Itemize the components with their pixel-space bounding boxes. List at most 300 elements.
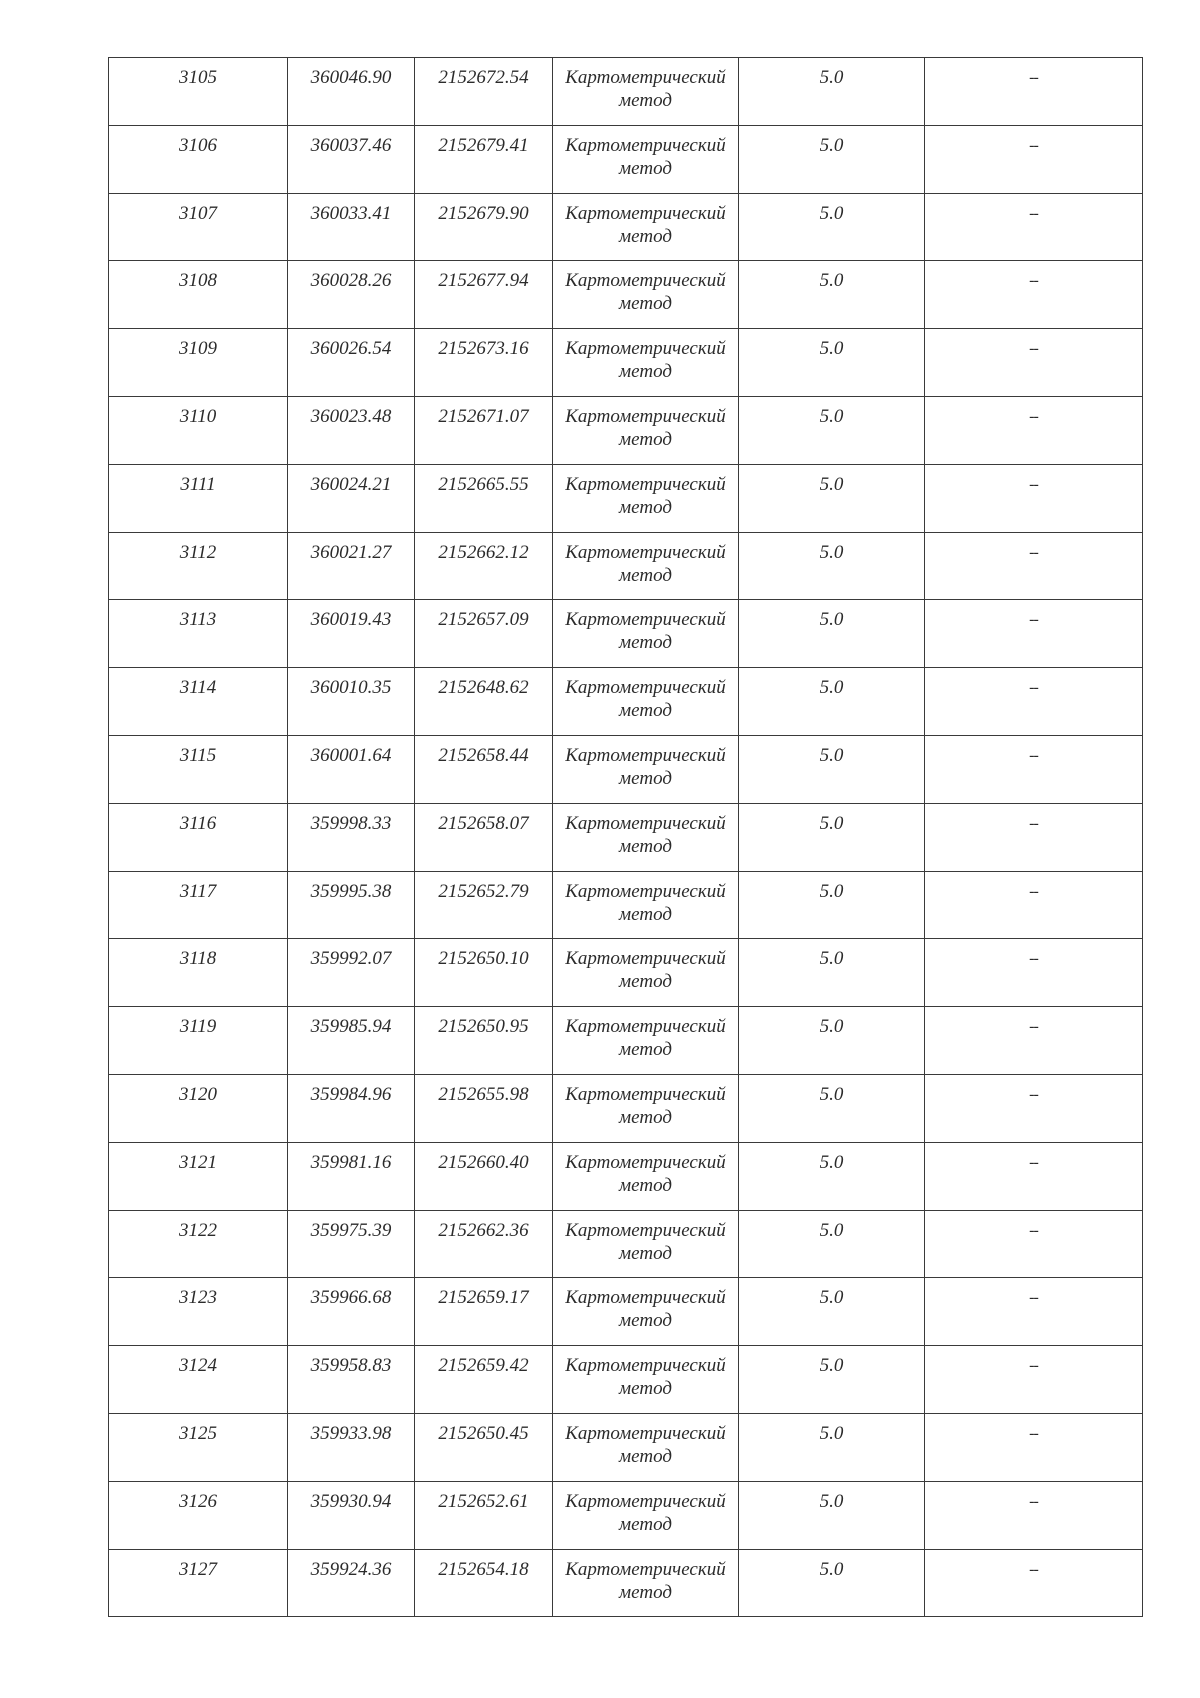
coordinate-y: 2152657.09: [438, 609, 529, 631]
precision-value-cell: [739, 329, 925, 397]
description-value: --: [1029, 69, 1038, 86]
method-line-2: метод: [619, 293, 672, 315]
point-number-cell: [109, 803, 288, 871]
coordinate-x: 359981.16: [310, 1151, 392, 1173]
description-value-cell: [925, 1278, 1143, 1346]
method-line-2: метод: [619, 1039, 672, 1061]
description-value: --: [1029, 1492, 1038, 1510]
precision-value: 5.0: [819, 202, 844, 224]
description-value-cell: [925, 600, 1143, 668]
coordinate-x-cell: [288, 1074, 415, 1142]
precision-value-cell: [739, 58, 925, 126]
coordinate-y: 2152665.55: [438, 473, 529, 495]
method-line-2: метод: [619, 767, 672, 789]
method-cell: [553, 58, 739, 126]
method-cell: [553, 803, 739, 871]
table-row: [109, 261, 1143, 329]
coordinate-x: 359933.98: [310, 1422, 392, 1444]
precision-value: 5.0: [819, 1083, 844, 1105]
method-line-2: метод: [619, 428, 672, 450]
method-line-1: Картометрический: [565, 1151, 726, 1173]
method-cell: [553, 871, 739, 939]
method-cell: [553, 1278, 739, 1346]
description-value: --: [1029, 1221, 1038, 1239]
method-line-1: Картометрический: [565, 338, 726, 360]
point-number: 3124: [179, 1355, 217, 1377]
method-text: [553, 329, 738, 383]
coordinate-x: 360010.35: [310, 677, 392, 699]
description-value: --: [1029, 136, 1038, 154]
point-number-cell: [109, 939, 288, 1007]
precision-value: 5.0: [819, 67, 844, 88]
description-value-cell: [925, 871, 1143, 939]
precision-value-cell: [739, 803, 925, 871]
method-line-1: Картометрический: [565, 270, 726, 292]
coordinate-x: 360021.27: [310, 541, 392, 563]
point-number-cell: [109, 464, 288, 532]
description-value-cell: [925, 939, 1143, 1007]
table-row: [109, 396, 1143, 464]
coordinate-y-cell: [415, 1481, 553, 1549]
coordinate-x: 360023.48: [310, 405, 392, 427]
coordinate-y: 2152662.36: [438, 1219, 529, 1241]
coordinate-y-cell: [415, 1210, 553, 1278]
method-text: [553, 1346, 738, 1400]
point-number: 3120: [179, 1083, 217, 1105]
precision-value: 5.0: [819, 948, 844, 970]
coordinate-x-cell: [288, 193, 415, 261]
precision-value: 5.0: [819, 338, 844, 360]
precision-value-cell: [739, 871, 925, 939]
precision-value-cell: [739, 600, 925, 668]
coordinate-y-cell: [415, 1278, 553, 1346]
method-text: [553, 58, 738, 112]
description-value-cell: [925, 193, 1143, 261]
description-value-cell: [925, 1210, 1143, 1278]
coordinate-x: 360026.54: [310, 338, 392, 360]
coordinate-y-cell: [415, 803, 553, 871]
method-text: [553, 397, 738, 451]
description-value-cell: [925, 1074, 1143, 1142]
precision-value: 5.0: [819, 677, 844, 699]
point-number: 3113: [179, 609, 217, 631]
description-value-cell: [925, 58, 1143, 126]
point-number-cell: [109, 600, 288, 668]
method-text: [553, 804, 738, 858]
point-number-cell: [109, 261, 288, 329]
coordinate-x-cell: [288, 939, 415, 1007]
table-row: [109, 1413, 1143, 1481]
coordinate-y: 2152659.17: [438, 1287, 529, 1309]
coordinate-y-cell: [415, 1074, 553, 1142]
coordinate-x: 360024.21: [310, 473, 392, 495]
point-number: 3125: [179, 1422, 217, 1444]
description-value-cell: [925, 1007, 1143, 1075]
precision-value-cell: [739, 1210, 925, 1278]
method-line-1: Картометрический: [565, 880, 726, 902]
method-cell: [553, 1074, 739, 1142]
coordinate-x-cell: [288, 396, 415, 464]
coordinate-x: 359998.33: [310, 812, 392, 834]
precision-value-cell: [739, 193, 925, 261]
coordinate-y-cell: [415, 1413, 553, 1481]
method-cell: [553, 193, 739, 261]
table-row: [109, 735, 1143, 803]
coordinate-x: 359958.83: [310, 1355, 392, 1377]
coordinate-x: 360037.46: [310, 134, 392, 156]
coordinate-y: 2152655.98: [438, 1083, 529, 1105]
point-number: 3118: [179, 948, 217, 970]
precision-value: 5.0: [819, 405, 844, 427]
coordinate-x: 360028.26: [310, 270, 392, 292]
point-number-cell: [109, 1007, 288, 1075]
table-row: [109, 532, 1143, 600]
description-value: --: [1029, 882, 1038, 900]
method-text: [553, 1075, 738, 1129]
method-line-2: метод: [619, 361, 672, 383]
table-row: [109, 803, 1143, 871]
coordinate-x: 359930.94: [310, 1490, 392, 1512]
precision-value-cell: [739, 532, 925, 600]
table-row: [109, 58, 1143, 126]
method-cell: [553, 939, 739, 1007]
coordinate-x-cell: [288, 464, 415, 532]
coordinate-y: 2152659.42: [438, 1355, 529, 1377]
coordinate-x: 360046.90: [310, 67, 392, 88]
coordinate-y-cell: [415, 396, 553, 464]
method-line-1: Картометрический: [565, 134, 726, 156]
method-line-1: Картометрический: [565, 405, 726, 427]
coordinate-x: 359985.94: [310, 1016, 392, 1038]
point-number: 3106: [179, 134, 217, 156]
point-number-cell: [109, 1346, 288, 1414]
point-number: 3122: [179, 1219, 217, 1241]
point-number-cell: [109, 1481, 288, 1549]
precision-value: 5.0: [819, 134, 844, 156]
description-value-cell: [925, 1549, 1143, 1617]
method-cell: [553, 329, 739, 397]
coordinate-x: 360001.64: [310, 744, 392, 766]
point-number: 3115: [179, 744, 217, 766]
precision-value: 5.0: [819, 473, 844, 495]
method-line-1: Картометрический: [565, 1558, 726, 1580]
precision-value-cell: [739, 1481, 925, 1549]
point-number-cell: [109, 58, 288, 126]
point-number: 3108: [179, 270, 217, 292]
precision-value-cell: [739, 939, 925, 1007]
point-number: 3107: [179, 202, 217, 224]
method-text: [553, 668, 738, 722]
point-number: 3121: [179, 1151, 217, 1173]
point-number: 3127: [179, 1558, 217, 1580]
table-row: [109, 1549, 1143, 1617]
coordinate-x-cell: [288, 735, 415, 803]
precision-value-cell: [739, 1007, 925, 1075]
description-value-cell: [925, 735, 1143, 803]
point-number: 3126: [179, 1490, 217, 1512]
method-line-1: Картометрический: [565, 609, 726, 631]
point-number-cell: [109, 193, 288, 261]
method-cell: [553, 1346, 739, 1414]
description-value-cell: [925, 803, 1143, 871]
precision-value-cell: [739, 1413, 925, 1481]
method-line-1: Картометрический: [565, 1083, 726, 1105]
coordinate-y: 2152652.79: [438, 880, 529, 902]
table-row: [109, 1346, 1143, 1414]
precision-value-cell: [739, 1346, 925, 1414]
description-value-cell: [925, 464, 1143, 532]
coordinate-x-cell: [288, 1007, 415, 1075]
description-value: --: [1029, 1018, 1038, 1036]
coordinate-x: 360033.41: [310, 202, 392, 224]
description-value: --: [1029, 746, 1038, 764]
precision-value-cell: [739, 1549, 925, 1617]
point-number: 3112: [179, 541, 217, 563]
coordinate-y-cell: [415, 600, 553, 668]
precision-value-cell: [739, 1074, 925, 1142]
coordinate-y: 2152658.44: [438, 744, 529, 766]
precision-value-cell: [739, 1142, 925, 1210]
precision-value-cell: [739, 261, 925, 329]
method-line-2: метод: [619, 1581, 672, 1603]
precision-value-cell: [739, 396, 925, 464]
precision-value: 5.0: [819, 812, 844, 834]
coordinate-x-cell: [288, 1549, 415, 1617]
precision-value-cell: [739, 735, 925, 803]
coordinate-y: 2152648.62: [438, 677, 529, 699]
table-row: [109, 1481, 1143, 1549]
coordinate-x: 359995.38: [310, 880, 392, 902]
description-value-cell: [925, 261, 1143, 329]
description-value-cell: [925, 1413, 1143, 1481]
point-number: 3119: [179, 1016, 217, 1038]
method-cell: [553, 1210, 739, 1278]
precision-value: 5.0: [819, 744, 844, 766]
method-cell: [553, 396, 739, 464]
method-line-2: метод: [619, 1378, 672, 1400]
coordinate-x-cell: [288, 1413, 415, 1481]
coordinate-y: 2152658.07: [438, 812, 529, 834]
coordinate-x-cell: [288, 1346, 415, 1414]
method-line-1: Картометрический: [565, 473, 726, 495]
precision-value: 5.0: [819, 1219, 844, 1241]
precision-value: 5.0: [819, 880, 844, 902]
coordinate-x-cell: [288, 668, 415, 736]
point-number-cell: [109, 735, 288, 803]
coordinate-y-cell: [415, 871, 553, 939]
description-value: --: [1029, 1424, 1038, 1442]
method-text: [553, 1278, 738, 1332]
method-text: [553, 533, 738, 587]
coordinate-x-cell: [288, 803, 415, 871]
method-text: [553, 1550, 738, 1604]
point-number-cell: [109, 125, 288, 193]
coordinates-table-body: [109, 58, 1143, 1617]
precision-value: 5.0: [819, 1287, 844, 1309]
method-line-1: Картометрический: [565, 1355, 726, 1377]
coordinate-y-cell: [415, 329, 553, 397]
coordinate-y: 2152650.95: [438, 1016, 529, 1038]
method-line-2: метод: [619, 1445, 672, 1467]
table-row: [109, 871, 1143, 939]
coordinate-y-cell: [415, 193, 553, 261]
coordinate-y: 2152650.10: [438, 948, 529, 970]
method-text: [553, 261, 738, 315]
description-value-cell: [925, 668, 1143, 736]
coordinate-x: 359966.68: [310, 1287, 392, 1309]
method-text: [553, 939, 738, 993]
description-value: --: [1029, 679, 1038, 697]
precision-value: 5.0: [819, 1355, 844, 1377]
coordinate-x-cell: [288, 125, 415, 193]
description-value: --: [1029, 814, 1038, 832]
method-text: [553, 600, 738, 654]
precision-value-cell: [739, 668, 925, 736]
coordinate-y-cell: [415, 261, 553, 329]
coordinate-x-cell: [288, 1481, 415, 1549]
precision-value: 5.0: [819, 541, 844, 563]
table-row: [109, 939, 1143, 1007]
coordinate-x-cell: [288, 1142, 415, 1210]
method-line-1: Картометрический: [565, 677, 726, 699]
coordinate-x-cell: [288, 600, 415, 668]
point-number: 3111: [180, 473, 216, 495]
method-cell: [553, 668, 739, 736]
point-number: 3114: [179, 677, 217, 699]
method-line-1: Картометрический: [565, 948, 726, 970]
coordinate-y: 2152671.07: [438, 405, 529, 427]
precision-value: 5.0: [819, 1151, 844, 1173]
coordinate-y: 2152662.12: [438, 541, 529, 563]
method-cell: [553, 600, 739, 668]
coordinate-y-cell: [415, 464, 553, 532]
point-number-cell: [109, 1074, 288, 1142]
method-cell: [553, 261, 739, 329]
coordinate-x-cell: [288, 329, 415, 397]
method-line-1: Картометрический: [565, 67, 726, 88]
point-number-cell: [109, 668, 288, 736]
method-cell: [553, 1549, 739, 1617]
method-line-2: метод: [619, 1242, 672, 1264]
point-number: 3123: [179, 1287, 217, 1309]
method-text: [553, 1143, 738, 1197]
method-text: [553, 126, 738, 180]
method-text: [553, 194, 738, 248]
method-cell: [553, 1481, 739, 1549]
method-line-2: метод: [619, 225, 672, 247]
description-value: --: [1029, 1153, 1038, 1171]
table-row: [109, 668, 1143, 736]
coordinate-y-cell: [415, 532, 553, 600]
method-text: [553, 872, 738, 926]
method-text: [553, 736, 738, 790]
point-number-cell: [109, 1413, 288, 1481]
method-line-2: метод: [619, 835, 672, 857]
point-number: 3110: [179, 405, 217, 427]
method-cell: [553, 464, 739, 532]
point-number: 3109: [179, 338, 217, 360]
description-value-cell: [925, 396, 1143, 464]
point-number-cell: [109, 532, 288, 600]
coordinate-y: 2152650.45: [438, 1422, 529, 1444]
description-value: --: [1029, 340, 1038, 358]
method-cell: [553, 735, 739, 803]
description-value: --: [1029, 1357, 1038, 1375]
point-number: 3116: [179, 812, 217, 834]
description-value-cell: [925, 1481, 1143, 1549]
method-cell: [553, 532, 739, 600]
point-number-cell: [109, 1142, 288, 1210]
coordinate-y-cell: [415, 668, 553, 736]
point-number: 3105: [179, 67, 217, 88]
method-cell: [553, 1142, 739, 1210]
coordinate-x-cell: [288, 1210, 415, 1278]
coordinate-y: 2152679.41: [438, 134, 529, 156]
method-cell: [553, 1007, 739, 1075]
point-number-cell: [109, 871, 288, 939]
description-value: --: [1029, 204, 1038, 222]
precision-value: 5.0: [819, 1490, 844, 1512]
description-value-cell: [925, 1346, 1143, 1414]
coordinate-y: 2152654.18: [438, 1558, 529, 1580]
coordinate-x-cell: [288, 261, 415, 329]
precision-value: 5.0: [819, 609, 844, 631]
method-line-2: метод: [619, 903, 672, 925]
coordinate-x-cell: [288, 1278, 415, 1346]
description-value: --: [1029, 611, 1038, 629]
method-line-2: метод: [619, 1513, 672, 1535]
coordinate-x: 359975.39: [310, 1219, 392, 1241]
table-row: [109, 125, 1143, 193]
method-line-1: Картометрический: [565, 1422, 726, 1444]
coordinate-x-cell: [288, 58, 415, 126]
coordinate-x-cell: [288, 532, 415, 600]
coordinate-y-cell: [415, 1142, 553, 1210]
coordinate-x-cell: [288, 871, 415, 939]
precision-value-cell: [739, 125, 925, 193]
method-line-1: Картометрический: [565, 744, 726, 766]
table-row: [109, 1074, 1143, 1142]
coordinate-y: 2152652.61: [438, 1490, 529, 1512]
coordinate-x: 360019.43: [310, 609, 392, 631]
coordinate-y-cell: [415, 735, 553, 803]
method-text: [553, 465, 738, 519]
method-line-1: Картометрический: [565, 1016, 726, 1038]
precision-value: 5.0: [819, 1558, 844, 1580]
method-line-1: Картометрический: [565, 1219, 726, 1241]
method-text: [553, 1211, 738, 1265]
point-number-cell: [109, 396, 288, 464]
method-line-2: метод: [619, 632, 672, 654]
description-value: --: [1029, 475, 1038, 493]
method-text: [553, 1414, 738, 1468]
point-number-cell: [109, 329, 288, 397]
table-row: [109, 600, 1143, 668]
coordinates-table: [108, 57, 1143, 1617]
description-value-cell: [925, 532, 1143, 600]
method-line-1: Картометрический: [565, 1490, 726, 1512]
method-line-2: метод: [619, 90, 672, 111]
method-line-2: метод: [619, 1310, 672, 1332]
method-line-2: метод: [619, 564, 672, 586]
description-value: --: [1029, 1085, 1038, 1103]
coordinate-y-cell: [415, 1007, 553, 1075]
method-line-2: метод: [619, 496, 672, 518]
table-row: [109, 193, 1143, 261]
method-line-1: Картометрический: [565, 541, 726, 563]
table-row: [109, 1007, 1143, 1075]
coordinate-x: 359984.96: [310, 1083, 392, 1105]
